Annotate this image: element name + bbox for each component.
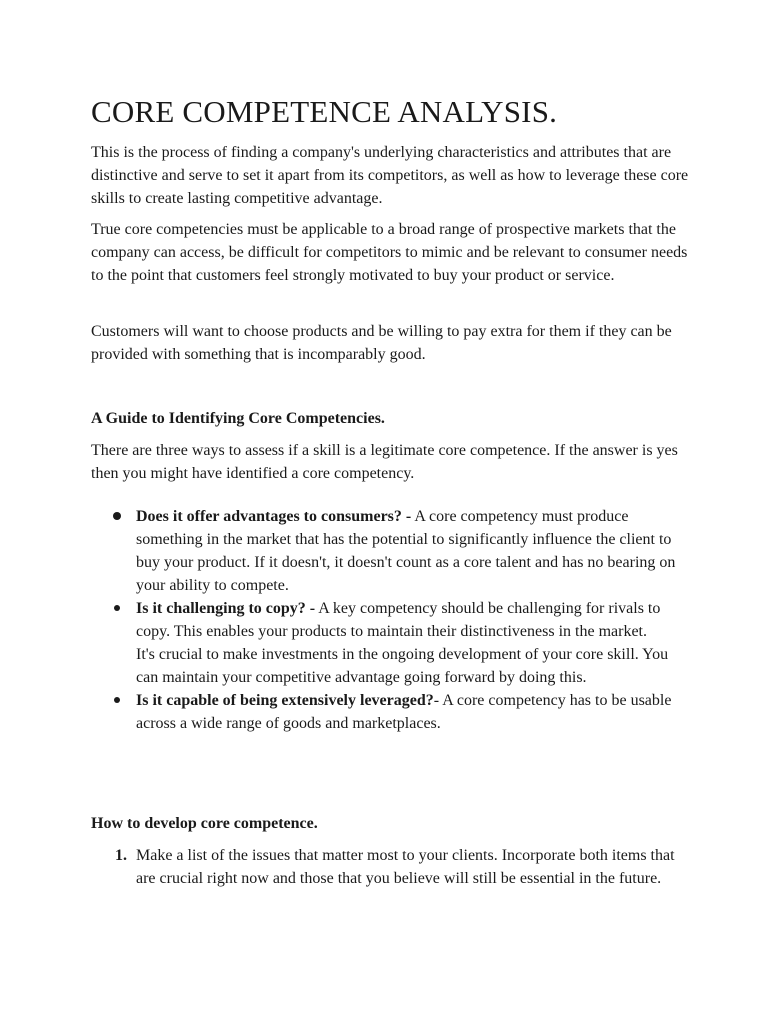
bullet-text: A core competency must produce something in the market that has the potential to significantly influence the client to buy your product. If it doesn't, it doesn't count as a core talent and has no bearing on your ability to compete. <box>136 508 676 594</box>
list-item <box>91 844 691 890</box>
assessment-bullet-list <box>91 505 691 735</box>
bullet-question: Is it challenging to copy? - <box>136 600 316 617</box>
list-item <box>91 505 691 597</box>
develop-steps-list <box>91 844 691 890</box>
bullet-extra-text: It's crucial to make investments in the ongoing development of your core skill. You can maintain your competitive advantage going forward by doing this. <box>136 646 669 686</box>
document-title: CORE COMPETENCE ANALYSIS. <box>91 94 558 129</box>
bullet-text: A key competency should be challenging for rivals to copy. This enables your products to maintain their distinctiveness in the market. <box>136 600 661 640</box>
step-text: Make a list of the issues that matter most to your clients. Incorporate both items that are crucial right now and those that you believe will still be essential in the future. <box>136 847 675 887</box>
bullet-question: Does it offer advantages to consumers? - <box>136 508 412 525</box>
guide-intro-paragraph: There are three ways to assess if a skill is a legitimate core competence. If the answer is yes then you might have identified a core competency. <box>91 442 678 482</box>
develop-heading: How to develop core competence. <box>91 815 318 832</box>
bullet-icon <box>114 605 120 611</box>
bullet-question: Is it capable of being extensively leveraged? <box>136 692 434 709</box>
step-number: 1. <box>115 847 127 864</box>
intro-paragraph: This is the process of finding a company's underlying characteristics and attributes that are distinctive and serve to set it apart from its competitors, as well as how to leverage these core skills to create lasting competitive advantage. <box>91 144 689 207</box>
guide-heading: A Guide to Identifying Core Competencies. <box>91 410 385 427</box>
bullet-icon <box>113 512 121 520</box>
bullet-text: - A core competency has to be usable across a wide range of goods and marketplaces. <box>136 692 672 732</box>
bullet-icon <box>114 697 120 703</box>
list-item <box>91 597 691 689</box>
competencies-paragraph: True core competencies must be applicable to a broad range of prospective markets that the company can access, be difficult for competitors to mimic and be relevant to consumer needs to the point that customers feel strongly motivated to buy your product or service. <box>91 221 688 284</box>
list-item <box>91 689 691 735</box>
customers-paragraph: Customers will want to choose products and be willing to pay extra for them if they can be provided with something that is incomparably good. <box>91 323 672 363</box>
